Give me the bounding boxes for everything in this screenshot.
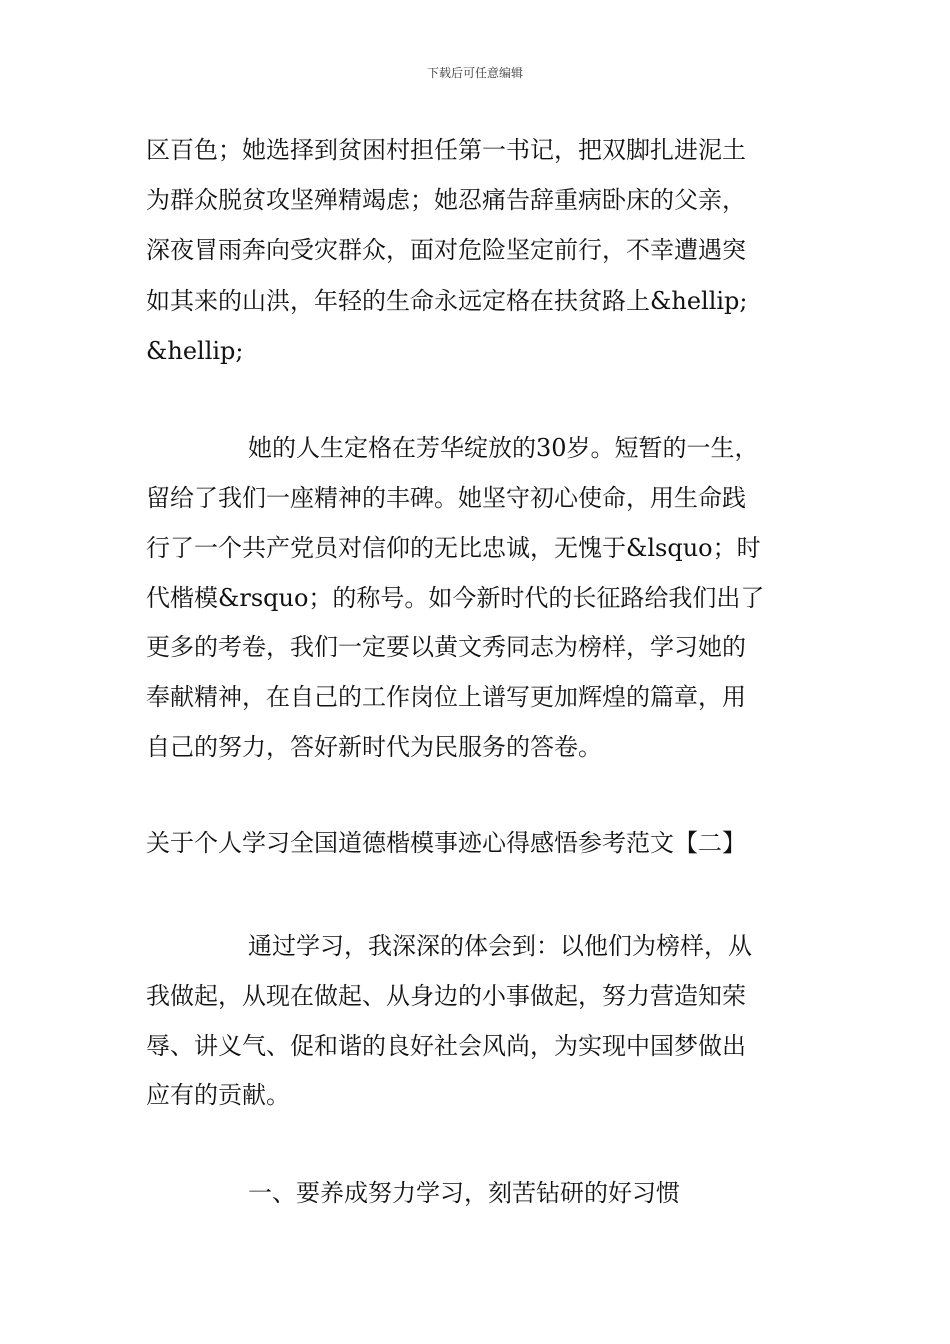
paragraph-3-line-4: 应有的贡献。 (146, 1081, 290, 1109)
paragraph-1-line-4: 如其来的山洪，年轻的生命永远定格在扶贫路上&hellip; (146, 287, 748, 315)
paragraph-2-line-7: 自己的努力，答好新时代为民服务的答卷。 (146, 733, 602, 761)
paragraph-2-line-3: 行了一个共产党员对信仰的无比忠诚，无愧于&lsquo；时 (146, 534, 761, 562)
header-note: 下载后可任意编辑 (426, 66, 523, 80)
paragraph-3-line-1: 通过学习，我深深的体会到：以他们为榜样，从 (248, 932, 752, 960)
paragraph-3-line-3: 辱、讲义气、促和谐的良好社会风尚，为实现中国梦做出 (146, 1032, 746, 1060)
section-heading: 关于个人学习全国道德楷模事迹心得感悟参考范文【二】 (146, 829, 746, 857)
paragraph-1-line-5: &hellip; (146, 337, 244, 365)
paragraph-1-line-2: 为群众脱贫攻坚殚精竭虑；她忍痛告辞重病卧床的父亲， (146, 186, 746, 214)
paragraph-1-line-1: 区百色；她选择到贫困村担任第一书记，把双脚扎进泥土 (146, 136, 746, 164)
paragraph-3-line-2: 我做起，从现在做起、从身边的小事做起，努力营造知荣 (146, 982, 746, 1010)
paragraph-2-line-5: 更多的考卷，我们一定要以黄文秀同志为榜样，学习她的 (146, 633, 746, 661)
subsection-title: 一、要养成努力学习，刻苦钻研的好习惯 (248, 1179, 680, 1207)
paragraph-2-line-4: 代楷模&rsquo；的称号。如今新时代的长征路给我们出了 (146, 584, 765, 612)
paragraph-1-line-3: 深夜冒雨奔向受灾群众，面对危险坚定前行，不幸遭遇突 (146, 236, 746, 264)
paragraph-2-line-2: 留给了我们一座精神的丰碑。她坚守初心使命，用生命践 (146, 484, 746, 512)
paragraph-2-line-6: 奉献精神，在自己的工作岗位上谱写更加辉煌的篇章，用 (146, 683, 746, 711)
paragraph-2-line-1: 她的人生定格在芳华绽放的30岁。短暂的一生， (248, 434, 759, 462)
